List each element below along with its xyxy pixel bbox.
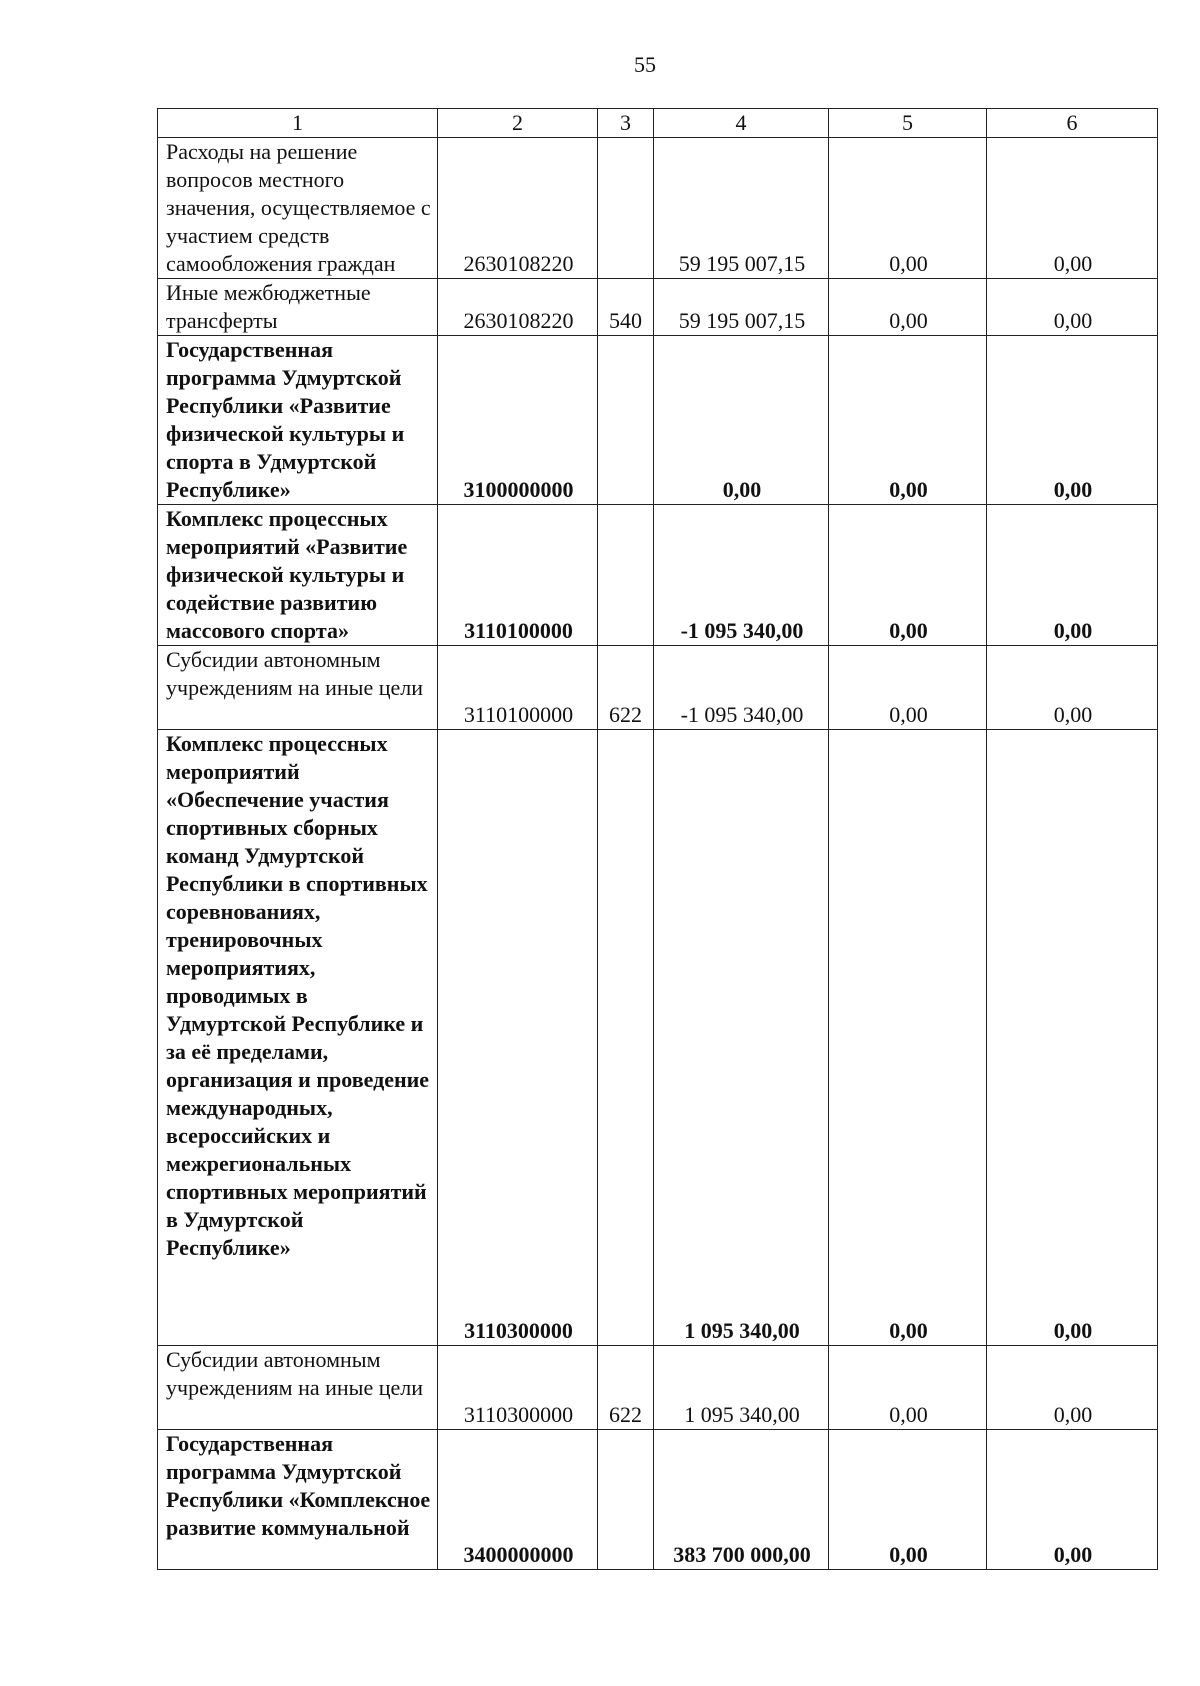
row-name: Иные межбюджетные трансферты bbox=[158, 279, 438, 336]
row-col4: 0,00 bbox=[654, 336, 829, 505]
row-code: 2630108220 bbox=[438, 138, 598, 279]
row-name: Расходы на решение вопросов местного значения, осуществляемое с участием средств самообложения граждан bbox=[158, 138, 438, 279]
row-code: 2630108220 bbox=[438, 279, 598, 336]
table-row bbox=[158, 336, 1158, 505]
row-col6: 0,00 bbox=[987, 336, 1158, 505]
row-col6: 0,00 bbox=[987, 1346, 1158, 1430]
row-kvr bbox=[598, 730, 654, 1346]
row-code: 3110100000 bbox=[438, 646, 598, 730]
row-kvr bbox=[598, 1430, 654, 1570]
row-code: 3110300000 bbox=[438, 730, 598, 1346]
row-col6: 0,00 bbox=[987, 279, 1158, 336]
row-col5: 0,00 bbox=[829, 1346, 987, 1430]
header-col-6: 6 bbox=[987, 109, 1158, 138]
header-col-4: 4 bbox=[654, 109, 829, 138]
page-number: 55 bbox=[634, 52, 656, 77]
row-code: 3110100000 bbox=[438, 505, 598, 646]
row-kvr bbox=[598, 336, 654, 505]
row-code: 3110300000 bbox=[438, 1346, 598, 1430]
header-col-3: 3 bbox=[598, 109, 654, 138]
row-code: 3400000000 bbox=[438, 1430, 598, 1570]
table-row bbox=[158, 646, 1158, 730]
table-row bbox=[158, 138, 1158, 279]
row-kvr bbox=[598, 505, 654, 646]
table-row bbox=[158, 279, 1158, 336]
row-col4: 1 095 340,00 bbox=[654, 730, 829, 1346]
row-col5: 0,00 bbox=[829, 505, 987, 646]
row-col4: 59 195 007,15 bbox=[654, 138, 829, 279]
row-col5: 0,00 bbox=[829, 730, 987, 1346]
row-col5: 0,00 bbox=[829, 336, 987, 505]
row-col6: 0,00 bbox=[987, 646, 1158, 730]
row-name: Субсидии автономным учреждениям на иные цели bbox=[158, 646, 438, 730]
row-col6: 0,00 bbox=[987, 1430, 1158, 1570]
row-col5: 0,00 bbox=[829, 1430, 987, 1570]
row-kvr: 622 bbox=[598, 1346, 654, 1430]
row-code: 3100000000 bbox=[438, 336, 598, 505]
header-col-1: 1 bbox=[158, 109, 438, 138]
row-col4: 1 095 340,00 bbox=[654, 1346, 829, 1430]
row-col6: 0,00 bbox=[987, 505, 1158, 646]
row-col6: 0,00 bbox=[987, 138, 1158, 279]
row-name: Государственная программа Удмуртской Республики «Комплексное развитие коммунальной bbox=[158, 1430, 438, 1570]
row-name: Субсидии автономным учреждениям на иные цели bbox=[158, 1346, 438, 1430]
row-kvr: 540 bbox=[598, 279, 654, 336]
row-name: Комплекс процессных мероприятий «Развитие физической культуры и содействие развитию массового спорта» bbox=[158, 505, 438, 646]
table-row bbox=[158, 505, 1158, 646]
table-row bbox=[158, 1346, 1158, 1430]
row-col4: 383 700 000,00 bbox=[654, 1430, 829, 1570]
row-name: Государственная программа Удмуртской Республики «Развитие физической культуры и спорта в Удмуртской Республике» bbox=[158, 336, 438, 505]
row-col4: -1 095 340,00 bbox=[654, 505, 829, 646]
row-col4: -1 095 340,00 bbox=[654, 646, 829, 730]
header-col-2: 2 bbox=[438, 109, 598, 138]
table-row bbox=[158, 730, 1158, 1346]
row-kvr: 622 bbox=[598, 646, 654, 730]
table-header-row bbox=[158, 109, 1158, 138]
row-name: Комплекс процессных мероприятий «Обеспечение участия спортивных сборных команд Удмуртской Республики в спортивных соревнованиях, тренировочных мероприятиях, проводимых в Удмуртской Республике и за её пределами, организация и проведение международных, всероссийских и межрегиональных спортивных мероприятий в Удмуртской Республике» bbox=[158, 730, 438, 1346]
row-col5: 0,00 bbox=[829, 646, 987, 730]
table-row bbox=[158, 1430, 1158, 1570]
row-col6: 0,00 bbox=[987, 730, 1158, 1346]
row-col4: 59 195 007,15 bbox=[654, 279, 829, 336]
row-kvr bbox=[598, 138, 654, 279]
row-col5: 0,00 bbox=[829, 279, 987, 336]
row-col5: 0,00 bbox=[829, 138, 987, 279]
budget-table bbox=[157, 108, 1158, 1570]
header-col-5: 5 bbox=[829, 109, 987, 138]
